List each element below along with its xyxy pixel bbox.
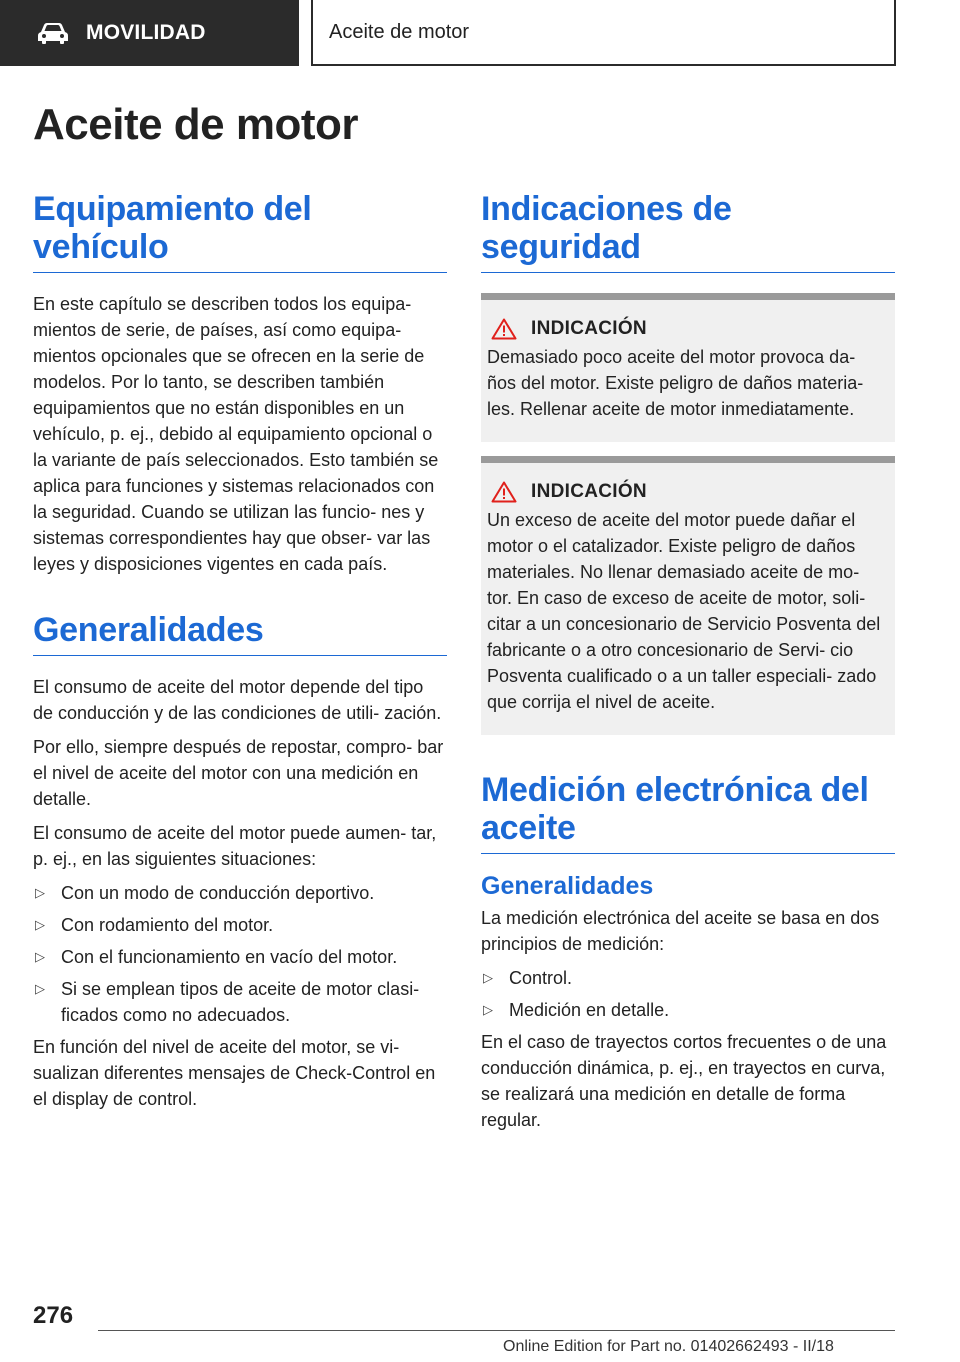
notice-text: Demasiado poco aceite del motor provoca da- ños del motor. Existe peligro de daños materia- les. Rellenar aceite de motor inmediatamente.: [487, 347, 864, 420]
edition-note: Online Edition for Part no. 01402662493 - II/18: [503, 1338, 834, 1355]
general-p3: El consumo de aceite del motor puede aumen- tar, p. ej., en las siguientes situaciones:: [33, 823, 437, 870]
triangle-bullet-icon: ▷: [35, 981, 45, 997]
list-item: ▷ Medición en detalle.: [481, 997, 895, 1023]
car-icon: [36, 21, 70, 45]
footer-divider: [98, 1330, 895, 1331]
triangle-bullet-icon: ▷: [35, 917, 45, 933]
left-column: [33, 190, 447, 1120]
list-item: ▷ Con rodamiento del motor.: [33, 912, 447, 938]
warning-triangle-icon: [491, 481, 517, 503]
electronic-p2: En el caso de trayectos cortos frecuentes o de una conducción dinámica, p. ej., en trayectos en curva, se realizará una medición en detalle de forma regular.: [481, 1032, 887, 1131]
equipment-text: En este capítulo se describen todos los equipa- mientos de serie, de países, así como equipa- mientos opcionales que se ofrecen en la serie de modelos. Por lo tanto, se describen también equipamientos que no están disponibles en un vehículo, p. ej., debido al equipamiento opcional o la variante de país seleccionados. Esto también se aplica para funciones y sistemas relacionados con la seguridad. Cuando se utilizan las funcio- nes y sistemas correspondientes hay que obser- var las leyes y disposiciones vigentes en cada país.: [33, 294, 439, 575]
general-p4: En función del nivel de aceite del motor, se vi- sualizan diferentes mensajes de Check-Control en el display de control.: [33, 1037, 436, 1110]
notice-text: Un exceso de aceite del motor puede dañar el motor o el catalizador. Existe peligro de daños materiales. No llenar demasiado aceite de mo- tor. En caso de exceso de aceite de motor, soli- citar a un concesionario de Servicio Posventa del fabricante o a otro concesionario de Servi- cio Posventa cualificado o a un taller especiali- zado que corrija el nivel de aceite.: [487, 510, 881, 713]
heading-equipment: Equipamiento del vehículo: [33, 190, 447, 273]
chapter-tab[interactable]: [311, 0, 896, 66]
list-item: ▷ Con un modo de conducción deportivo.: [33, 880, 447, 906]
subheading-general: Generalidades: [481, 872, 654, 901]
page-number: 276: [33, 1302, 74, 1329]
notice-box: [481, 293, 895, 442]
heading-general: Generalidades: [33, 611, 447, 656]
triangle-bullet-icon: ▷: [35, 949, 45, 965]
right-column: [481, 190, 895, 1141]
notice-title: INDICACIÓN: [531, 318, 647, 340]
triangle-bullet-icon: ▷: [483, 1002, 493, 1018]
general-p2: Por ello, siempre después de repostar, compro- bar el nivel de aceite del motor con una medición en detalle.: [33, 737, 444, 810]
header-bar: [0, 0, 960, 66]
notice-box: [481, 456, 895, 735]
triangle-bullet-icon: ▷: [35, 885, 45, 901]
heading-electronic: Medición electrónica del aceite: [481, 771, 895, 854]
triangle-bullet-icon: ▷: [483, 970, 493, 986]
electronic-p1: La medición electrónica del aceite se basa en dos principios de medición:: [481, 908, 880, 955]
page-title: Aceite de motor: [33, 100, 359, 149]
general-p1: El consumo de aceite del motor depende del tipo de conducción y de las condiciones de utili- zación.: [33, 677, 442, 724]
list-item: ▷ Control.: [481, 965, 895, 991]
footer: [0, 1290, 960, 1362]
section-tab[interactable]: [0, 0, 299, 66]
section-tab-label: MOVILIDAD: [86, 21, 206, 44]
chapter-tab-label: Aceite de motor: [329, 20, 470, 43]
heading-safety: Indicaciones de seguridad: [481, 190, 895, 273]
list-item: ▷ Con el funcionamiento en vacío del motor.: [33, 944, 447, 970]
list-item: ▷ Si se emplean tipos de aceite de motor clasi- ficados como no adecuados.: [33, 976, 447, 1028]
consumption-list: [33, 880, 447, 1028]
principles-list: [481, 965, 895, 1023]
warning-triangle-icon: [491, 318, 517, 340]
notice-title: INDICACIÓN: [531, 481, 647, 503]
